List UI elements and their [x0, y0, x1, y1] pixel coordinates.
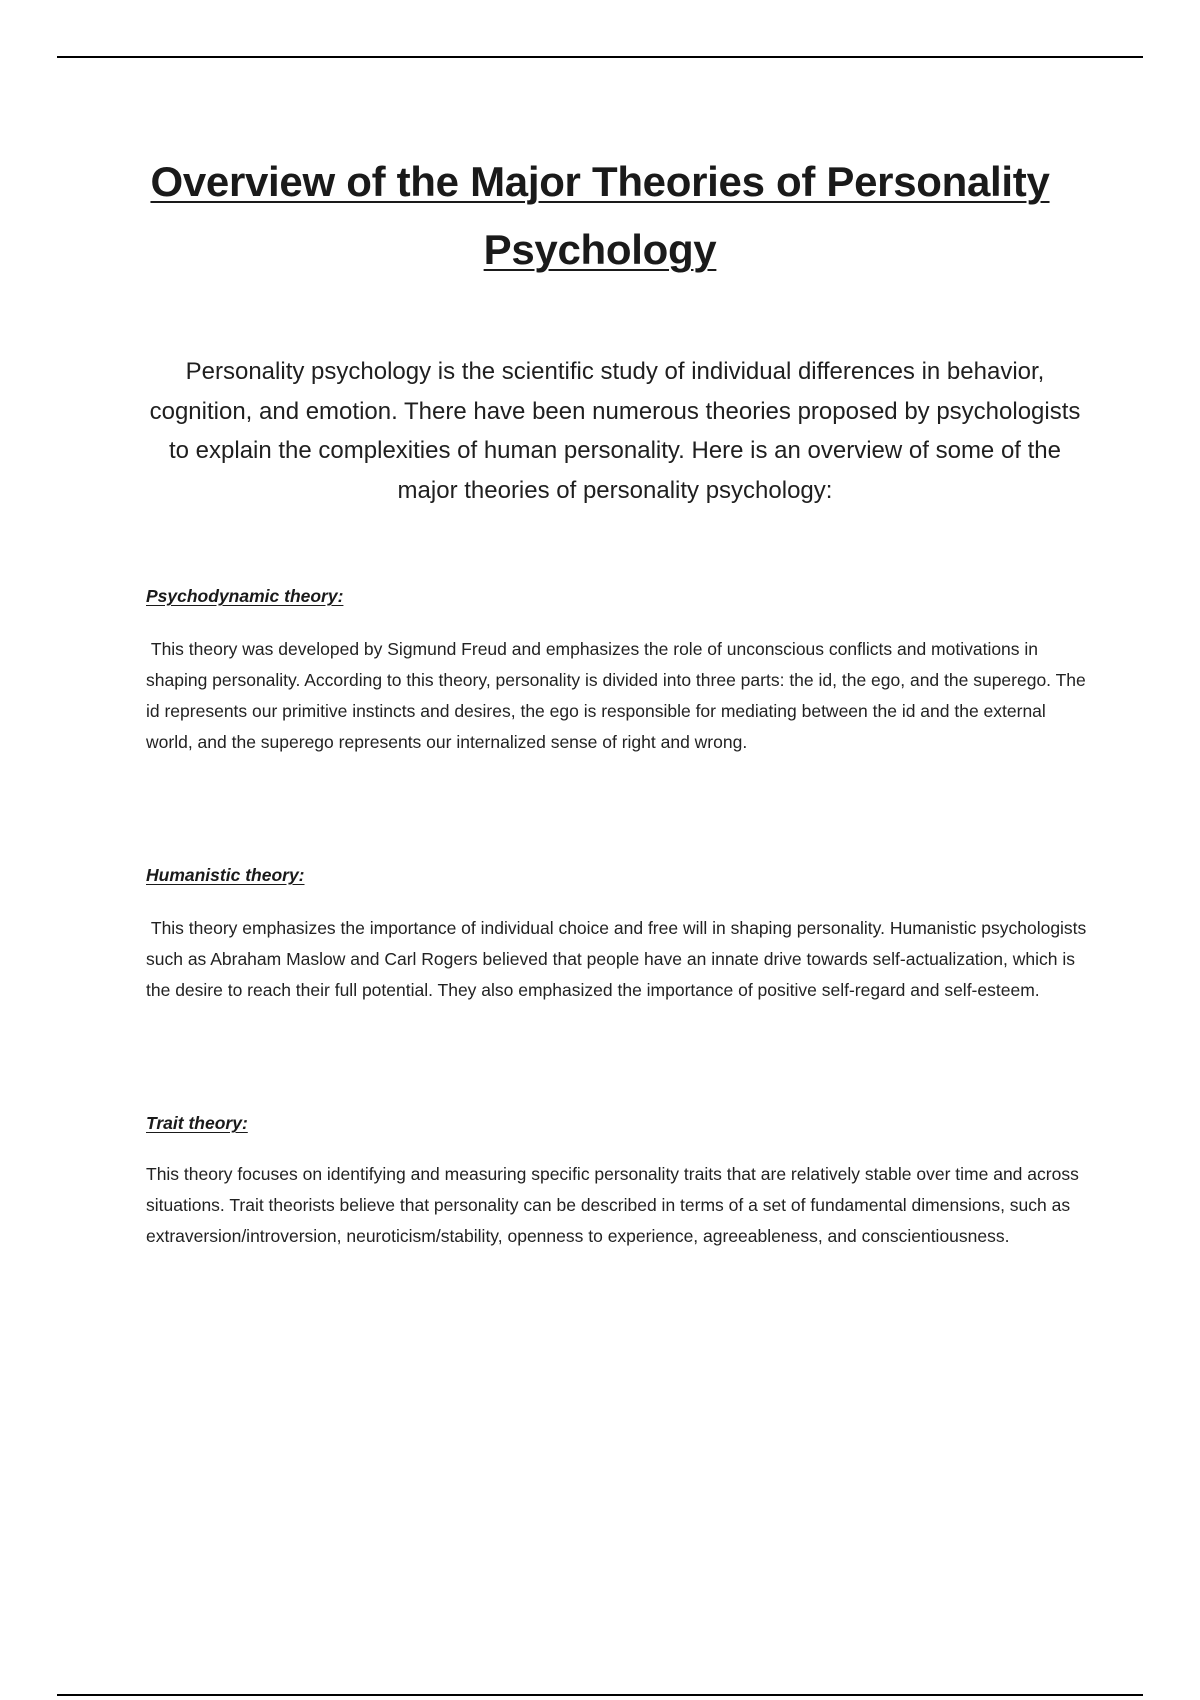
top-rule [57, 56, 1143, 58]
section-body-humanistic: This theory emphasizes the importance of individual choice and free will in shaping personality. Humanistic psychologists such as Abraham Maslow and Carl Rogers believed that people have an innate drive towards self-actualization, which is the desire to reach their full potential. They also emphasized the importance of positive self-regard and self-esteem. [146, 918, 1092, 1000]
bottom-rule [57, 1694, 1143, 1696]
section-heading-humanistic: Humanistic theory: [146, 865, 305, 885]
section-body-psychodynamic: This theory was developed by Sigmund Freud and emphasizes the role of unconscious conflicts and motivations in shaping personality. According to this theory, personality is divided into three parts: the id, the ego, and the superego. The id represents our primitive instincts and desires, the ego is responsible for mediating between the id and the external world, and the superego represents our internalized sense of right and wrong. [146, 639, 1091, 752]
section-body-trait: This theory focuses on identifying and measuring specific personality traits that are relatively stable over time and across situations. Trait theorists believe that personality can be described in terms of a set of fundamental dimensions, such as extraversion/introversion, neuroticism/stability, openness to experience, agreeableness, and conscientiousness. [146, 1164, 1079, 1246]
section-heading-psychodynamic: Psychodynamic theory: [146, 586, 344, 606]
intro-paragraph: Personality psychology is the scientific study of individual differences in behavior, cognition, and emotion. There have been numerous theories proposed by psychologists to explain the complexities of human personality. Here is an overview of some of the major theories of personality psychology: [149, 358, 1081, 504]
section-heading-trait: Trait theory: [146, 1113, 248, 1133]
page-title: Overview of the Major Theories of Personality Psychology [150, 158, 1050, 273]
